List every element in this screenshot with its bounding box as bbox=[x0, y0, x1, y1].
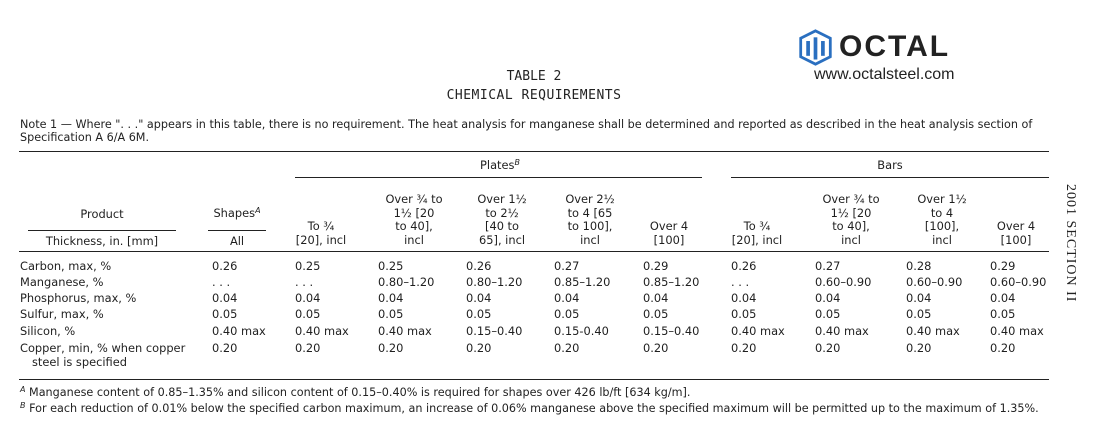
footnote-a-text: Manganese content of 0.85–1.35% and silicon content of 0.15–0.40% is required for shapes over 426 lb/ft [634 kg/m]. bbox=[29, 386, 691, 399]
shapes-rule bbox=[208, 230, 266, 231]
cell-plates-4: 0.04 bbox=[554, 291, 580, 305]
cell-plates-4: 0.85–1.20 bbox=[554, 275, 611, 289]
logo-brand: OCTAL bbox=[839, 30, 951, 63]
plates-col-header-line: to 4 [65 bbox=[567, 205, 613, 220]
cell-plates-5: 0.15–0.40 bbox=[643, 324, 700, 338]
cell-bars-1: 0.05 bbox=[731, 307, 757, 321]
footnote-a-mark: A bbox=[20, 385, 26, 394]
footnote-b-mark: B bbox=[20, 401, 26, 410]
table-number: TABLE 2 bbox=[506, 69, 562, 84]
cell-plates-5: 0.05 bbox=[643, 307, 669, 321]
cell-shapes: 0.04 bbox=[212, 291, 238, 305]
cell-bars-3: 0.04 bbox=[906, 291, 932, 305]
row-label bbox=[20, 276, 103, 290]
cell-shapes: 0.26 bbox=[212, 259, 238, 273]
plates-col-header-line: incl bbox=[580, 232, 600, 247]
cell-plates-3: 0.15–0.40 bbox=[466, 324, 523, 338]
plates-col-header-line: [100] bbox=[653, 232, 685, 247]
side-running-header: 2001 SECTION II bbox=[1063, 184, 1078, 303]
cell-plates-1: 0.40 max bbox=[295, 324, 349, 338]
cell-bars-4: 0.04 bbox=[990, 291, 1016, 305]
plates-col-header-line: Over 2½ bbox=[565, 192, 615, 206]
cell-bars-4: 0.05 bbox=[990, 307, 1016, 321]
cell-bars-4: 0.29 bbox=[990, 259, 1016, 273]
cell-bars-2: 0.05 bbox=[815, 307, 841, 321]
bars-col-header-line: [20], incl bbox=[731, 232, 783, 247]
cell-bars-1: 0.04 bbox=[731, 291, 757, 305]
plates-col-header-line: [20], incl bbox=[295, 232, 347, 247]
header-product: Product bbox=[80, 207, 124, 221]
bars-col-header-line: Over 4 bbox=[996, 219, 1036, 233]
cell-bars-3: 0.60–0.90 bbox=[906, 275, 963, 289]
header-shapes-label: Shapes bbox=[213, 206, 256, 220]
cell-plates-2: 0.25 bbox=[378, 259, 404, 273]
cell-plates-3: 0.05 bbox=[466, 307, 492, 321]
row-label bbox=[20, 292, 136, 306]
row-label-line: steel is specified bbox=[32, 354, 127, 369]
row-label-line: Carbon, max, % bbox=[20, 259, 112, 273]
bars-col-header-line: incl bbox=[932, 232, 952, 247]
plates-group-rule bbox=[295, 177, 702, 178]
header-plates-note: B bbox=[514, 158, 520, 167]
cell-plates-5: 0.85–1.20 bbox=[643, 275, 700, 289]
cell-plates-1: . . . bbox=[295, 275, 314, 289]
row-label-line: Phosphorus, max, % bbox=[20, 291, 137, 305]
cell-plates-2: 0.20 bbox=[378, 341, 404, 355]
cell-plates-1: 0.25 bbox=[295, 259, 321, 273]
cell-plates-5: 0.20 bbox=[643, 341, 669, 355]
plates-col-header-4 bbox=[550, 193, 630, 247]
header-plates bbox=[420, 159, 580, 174]
row-label bbox=[20, 308, 104, 322]
bars-col-header-1 bbox=[727, 220, 787, 247]
octal-mark-icon bbox=[797, 29, 834, 66]
row-label bbox=[20, 342, 185, 369]
cell-bars-3: 0.28 bbox=[906, 259, 932, 273]
row-label-line: Manganese, % bbox=[20, 275, 104, 289]
header-bars-label: Bars bbox=[877, 158, 903, 172]
bars-col-header-line: Over 1½ bbox=[917, 192, 967, 206]
row-label-line: Sulfur, max, % bbox=[20, 307, 104, 321]
cell-bars-4: 0.40 max bbox=[990, 324, 1044, 338]
cell-plates-4: 0.15-0.40 bbox=[554, 324, 609, 338]
bars-col-header-line: To ¾ bbox=[743, 219, 771, 233]
logo-url: www.octalsteel.com bbox=[814, 66, 955, 83]
header-bars bbox=[830, 159, 950, 173]
plates-col-header-1 bbox=[291, 220, 351, 247]
bars-col-header-line: 1½ [20 bbox=[830, 205, 872, 220]
product-rule bbox=[28, 230, 176, 231]
cell-bars-2: 0.27 bbox=[815, 259, 841, 273]
bars-col-header-line: to 4 bbox=[930, 205, 954, 220]
cell-plates-3: 0.80–1.20 bbox=[466, 275, 523, 289]
cell-plates-3: 0.26 bbox=[466, 259, 492, 273]
plates-col-header-2 bbox=[374, 193, 454, 247]
cell-bars-1: 0.40 max bbox=[731, 324, 785, 338]
cell-plates-2: 0.40 max bbox=[378, 324, 432, 338]
cell-plates-2: 0.80–1.20 bbox=[378, 275, 435, 289]
row-label bbox=[20, 325, 75, 339]
plates-col-header-line: 65], incl bbox=[479, 232, 525, 247]
table-title: CHEMICAL REQUIREMENTS bbox=[446, 88, 622, 103]
cell-plates-1: 0.20 bbox=[295, 341, 321, 355]
header-shapes-all: All bbox=[229, 234, 245, 248]
bars-col-header-line: to 40], bbox=[832, 219, 870, 233]
header-shapes bbox=[204, 207, 270, 222]
table-note: Note 1 — Where ". . ." appears in this table, there is no requirement. The heat analysis for manganese shall be determined and reported as described in the heat analysis section of Specification A 6/A 6M. bbox=[20, 118, 1033, 144]
bars-col-header-line: Over ¾ to bbox=[822, 192, 880, 206]
cell-plates-3: 0.04 bbox=[466, 291, 492, 305]
cell-plates-2: 0.04 bbox=[378, 291, 404, 305]
cell-bars-4: 0.60–0.90 bbox=[990, 275, 1047, 289]
cell-bars-1: 0.26 bbox=[731, 259, 757, 273]
cell-bars-4: 0.20 bbox=[990, 341, 1016, 355]
plates-col-header-line: to 2½ bbox=[485, 205, 519, 220]
bars-group-rule bbox=[731, 177, 1049, 178]
cell-plates-3: 0.20 bbox=[466, 341, 492, 355]
cell-shapes: 0.05 bbox=[212, 307, 238, 321]
row-label bbox=[20, 260, 111, 274]
plates-col-header-line: to 100], bbox=[567, 219, 613, 233]
footnote-b bbox=[20, 402, 1039, 417]
header-thickness: Thickness, in. [mm] bbox=[45, 234, 159, 248]
cell-bars-2: 0.04 bbox=[815, 291, 841, 305]
cell-plates-4: 0.20 bbox=[554, 341, 580, 355]
cell-bars-3: 0.05 bbox=[906, 307, 932, 321]
header-bottom-rule bbox=[19, 251, 1049, 252]
plates-col-header-line: [40 to bbox=[485, 219, 519, 233]
plates-col-header-5 bbox=[639, 220, 699, 247]
plates-col-header-line: Over ¾ to bbox=[385, 192, 443, 206]
footnote-b-text: For each reduction of 0.01% below the specified carbon maximum, an increase of 0.06% manganese above the specified maximum will be permitted up to the maximum of 1.35%. bbox=[29, 402, 1039, 415]
footnote-a bbox=[20, 386, 690, 401]
header-shapes-note: A bbox=[255, 206, 261, 215]
cell-shapes: 0.20 bbox=[212, 341, 238, 355]
plates-col-header-line: to 40], bbox=[395, 219, 433, 233]
cell-bars-2: 0.20 bbox=[815, 341, 841, 355]
bars-col-header-line: [100], bbox=[924, 219, 960, 233]
plates-col-header-line: Over 4 bbox=[649, 219, 689, 233]
bars-col-header-line: [100] bbox=[1000, 232, 1032, 247]
plates-col-header-line: 1½ [20 bbox=[393, 205, 435, 220]
row-label-line: Silicon, % bbox=[20, 324, 76, 338]
cell-plates-2: 0.05 bbox=[378, 307, 404, 321]
plates-col-header-line: To ¾ bbox=[307, 219, 335, 233]
plates-col-header-3 bbox=[462, 193, 542, 247]
cell-bars-1: 0.20 bbox=[731, 341, 757, 355]
cell-bars-2: 0.40 max bbox=[815, 324, 869, 338]
bars-col-header-4 bbox=[986, 220, 1046, 247]
cell-bars-3: 0.20 bbox=[906, 341, 932, 355]
table-bottom-rule bbox=[19, 379, 1049, 380]
plates-col-header-line: incl bbox=[404, 232, 424, 247]
bars-col-header-2 bbox=[811, 193, 891, 247]
cell-plates-5: 0.04 bbox=[643, 291, 669, 305]
cell-plates-4: 0.27 bbox=[554, 259, 580, 273]
cell-bars-1: . . . bbox=[731, 275, 750, 289]
cell-shapes: . . . bbox=[212, 275, 231, 289]
row-label-line: Copper, min, % when copper bbox=[20, 341, 186, 355]
cell-shapes: 0.40 max bbox=[212, 324, 266, 338]
bars-col-header-3 bbox=[902, 193, 982, 247]
cell-bars-3: 0.40 max bbox=[906, 324, 960, 338]
bars-col-header-line: incl bbox=[841, 232, 861, 247]
cell-plates-4: 0.05 bbox=[554, 307, 580, 321]
table-top-rule bbox=[19, 151, 1049, 152]
cell-plates-1: 0.04 bbox=[295, 291, 321, 305]
cell-plates-5: 0.29 bbox=[643, 259, 669, 273]
cell-plates-1: 0.05 bbox=[295, 307, 321, 321]
cell-bars-2: 0.60–0.90 bbox=[815, 275, 872, 289]
plates-col-header-line: Over 1½ bbox=[477, 192, 527, 206]
header-plates-label: Plates bbox=[480, 158, 515, 172]
